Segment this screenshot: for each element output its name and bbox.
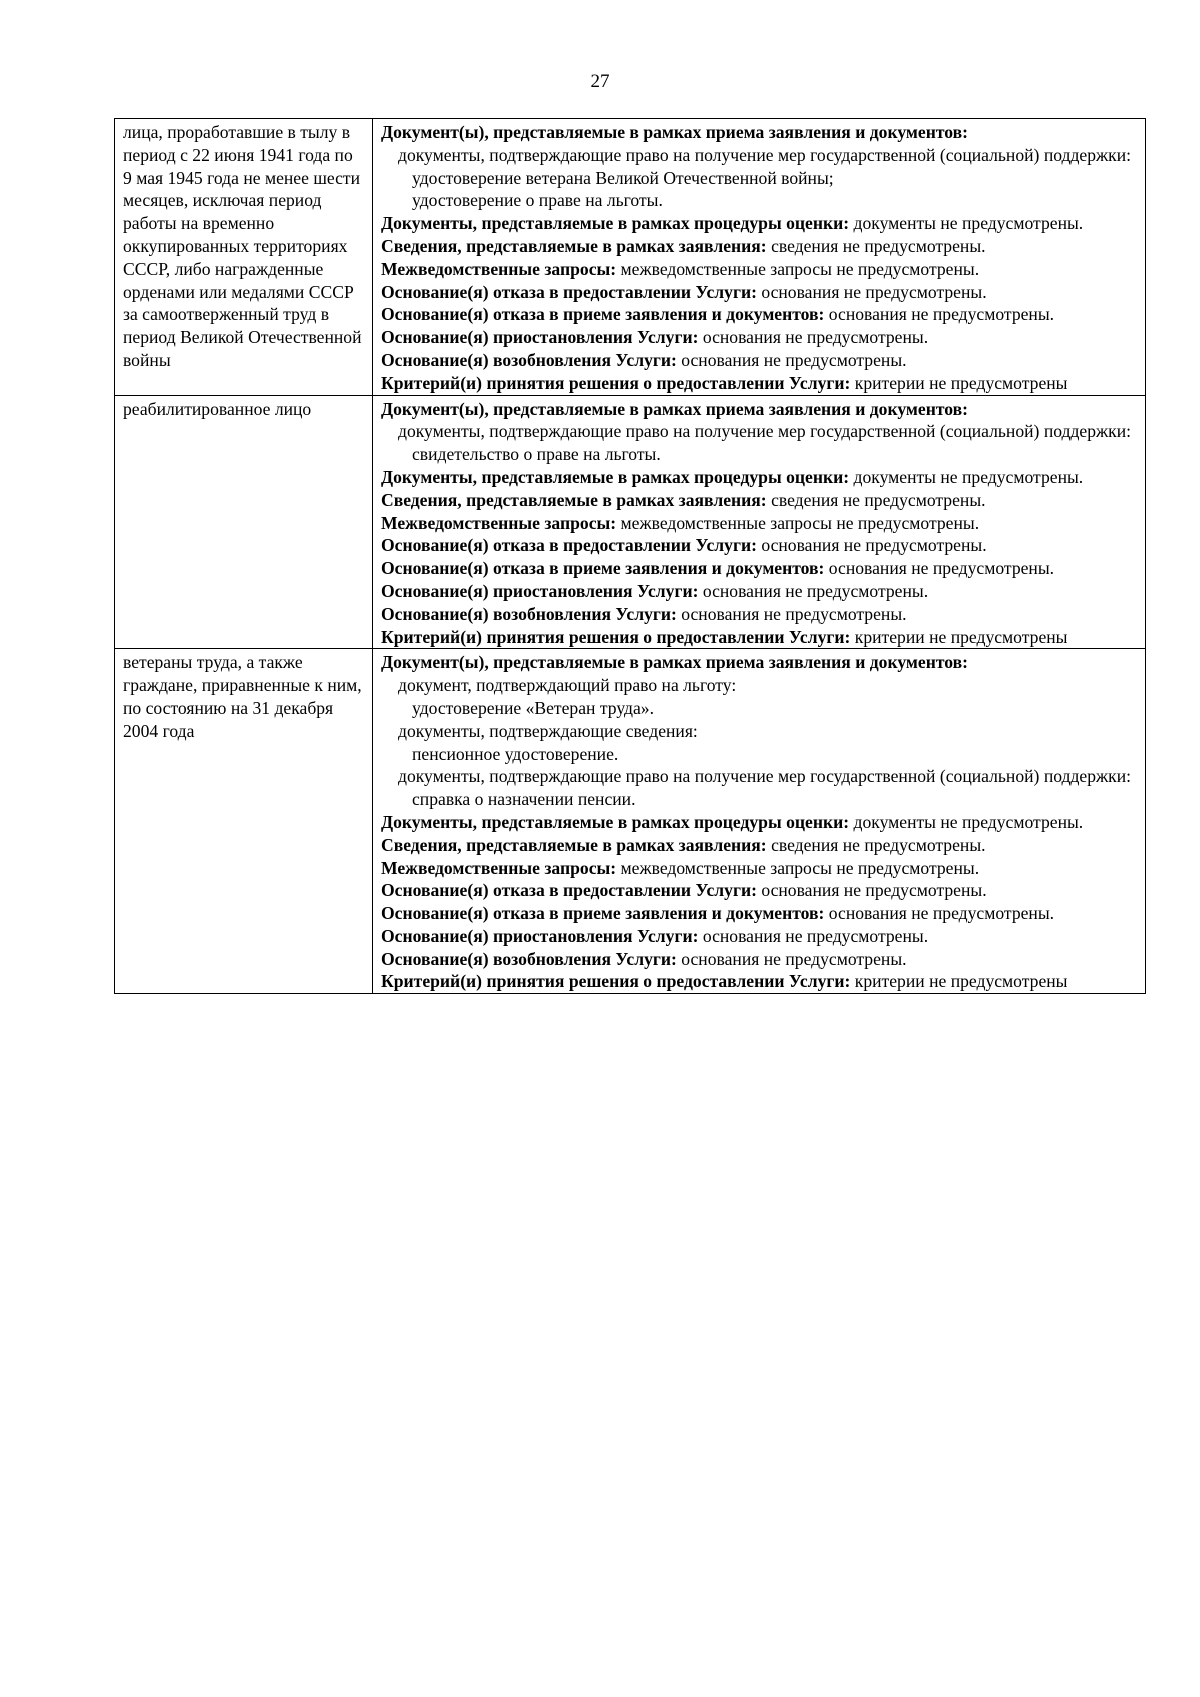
field-label: Межведомственные запросы: bbox=[381, 512, 617, 533]
category-text: реабилитированное лицо bbox=[123, 398, 312, 419]
doc-item: пенсионное удостоверение. bbox=[412, 743, 619, 764]
field-label: Основание(я) отказа в предоставлении Услуги: bbox=[381, 535, 757, 556]
field-label: Межведомственные запросы: bbox=[381, 857, 617, 878]
field-label: Основание(я) отказа в приеме заявления и документов: bbox=[381, 903, 825, 924]
category-cell bbox=[115, 649, 373, 994]
field-value: межведомственные запросы не предусмотрены. bbox=[620, 512, 980, 533]
page-number: 27 bbox=[590, 71, 610, 92]
category-cell bbox=[115, 395, 373, 649]
field-label: Критерий(и) принятия решения о предоставлении Услуги: bbox=[381, 372, 851, 393]
field-label: Критерий(и) принятия решения о предоставлении Услуги: bbox=[381, 626, 851, 647]
field-value: основания не предусмотрены. bbox=[681, 948, 907, 969]
resumption-line bbox=[381, 349, 1137, 372]
docs-assessment-line bbox=[381, 811, 1137, 834]
field-value: документы не предусмотрены. bbox=[853, 811, 1084, 832]
requirements-cell bbox=[373, 119, 1146, 396]
field-label: Основание(я) отказа в приеме заявления и документов: bbox=[381, 558, 825, 579]
field-value: основания не предусмотрены. bbox=[761, 535, 987, 556]
category-text: лица, проработавшие в тылу в период с 22 июня 1941 года по 9 мая 1945 года не менее шести месяцев, исключая период работы на временно оккупированных территориях СССР, либо награжденные орденами или медалями СССР за самоотверженный труд в период Великой Отечественной войны bbox=[123, 122, 362, 370]
field-value: основания не предусмотрены. bbox=[681, 349, 907, 370]
field-label: Основание(я) отказа в предоставлении Услуги: bbox=[381, 281, 757, 302]
refusal-acceptance-line bbox=[381, 902, 1137, 925]
field-label: Документы, представляемые в рамках процедуры оценки: bbox=[381, 213, 850, 234]
resumption-line bbox=[381, 948, 1137, 971]
field-value: межведомственные запросы не предусмотрены. bbox=[620, 258, 980, 279]
docs-submitted-heading: Документ(ы), представляемые в рамках приема заявления и документов: bbox=[381, 652, 968, 673]
doc-item: справка о назначении пенсии. bbox=[412, 789, 636, 810]
field-value: сведения не предусмотрены. bbox=[771, 235, 986, 256]
refusal-acceptance-line bbox=[381, 303, 1137, 326]
interagency-requests-line bbox=[381, 258, 1137, 281]
refusal-service-line bbox=[381, 879, 1137, 902]
field-value: основания не предусмотрены. bbox=[761, 880, 987, 901]
field-value: основания не предусмотрены. bbox=[681, 603, 907, 624]
field-value: основания не предусмотрены. bbox=[702, 580, 929, 601]
field-value: основания не предусмотрены. bbox=[828, 304, 1055, 325]
field-label: Основание(я) приостановления Услуги: bbox=[381, 580, 699, 601]
field-label: Документы, представляемые в рамках процедуры оценки: bbox=[381, 466, 850, 487]
decision-criteria-line bbox=[381, 970, 1137, 993]
refusal-service-line bbox=[381, 534, 1137, 557]
field-label: Основание(я) возобновления Услуги: bbox=[381, 948, 677, 969]
doc-item: удостоверение о праве на льготы. bbox=[412, 190, 663, 211]
interagency-requests-line bbox=[381, 857, 1137, 880]
doc-group-heading: документы, подтверждающие право на получение мер государственной (социальной) поддержки: bbox=[398, 766, 1132, 787]
field-value: основания не предусмотрены. bbox=[828, 558, 1055, 579]
doc-group-heading: документ, подтверждающий право на льготу: bbox=[398, 675, 737, 696]
field-value: критерии не предусмотрены bbox=[854, 372, 1068, 393]
docs-submitted-heading: Документ(ы), представляемые в рамках приема заявления и документов: bbox=[381, 122, 968, 142]
field-value: основания не предусмотрены. bbox=[828, 903, 1055, 924]
field-value: межведомственные запросы не предусмотрены. bbox=[620, 857, 980, 878]
field-value: критерии не предусмотрены bbox=[854, 971, 1068, 992]
field-label: Документы, представляемые в рамках процедуры оценки: bbox=[381, 811, 850, 832]
info-in-application-line bbox=[381, 489, 1137, 512]
field-label: Сведения, представляемые в рамках заявления: bbox=[381, 235, 767, 256]
field-label: Сведения, представляемые в рамках заявления: bbox=[381, 834, 767, 855]
doc-item: удостоверение «Ветеран труда». bbox=[412, 697, 654, 718]
field-label: Основание(я) отказа в приеме заявления и документов: bbox=[381, 304, 825, 325]
interagency-requests-line bbox=[381, 512, 1137, 535]
field-label: Основание(я) приостановления Услуги: bbox=[381, 327, 699, 348]
category-text: ветераны труда, а также граждане, приравненные к ним, по состоянию на 31 декабря 2004 года bbox=[123, 652, 362, 741]
table-row bbox=[115, 649, 1146, 994]
field-label: Основание(я) возобновления Услуги: bbox=[381, 603, 677, 624]
field-label: Основание(я) отказа в предоставлении Услуги: bbox=[381, 880, 757, 901]
field-value: основания не предусмотрены. bbox=[702, 925, 929, 946]
resumption-line bbox=[381, 603, 1137, 626]
info-in-application-line bbox=[381, 834, 1137, 857]
doc-group-heading: документы, подтверждающие право на получение мер государственной (социальной) поддержки: bbox=[398, 421, 1132, 442]
doc-item: удостоверение ветерана Великой Отечественной войны; bbox=[412, 167, 834, 188]
decision-criteria-line bbox=[381, 372, 1137, 395]
field-value: документы не предусмотрены. bbox=[853, 213, 1084, 234]
field-value: критерии не предусмотрены bbox=[854, 626, 1068, 647]
category-cell bbox=[115, 119, 373, 396]
refusal-acceptance-line bbox=[381, 557, 1137, 580]
service-conditions-table bbox=[114, 118, 1146, 994]
suspension-line bbox=[381, 925, 1137, 948]
requirements-cell bbox=[373, 649, 1146, 994]
doc-group-heading: документы, подтверждающие сведения: bbox=[398, 720, 698, 741]
field-value: сведения не предусмотрены. bbox=[771, 834, 986, 855]
field-label: Сведения, представляемые в рамках заявления: bbox=[381, 489, 767, 510]
field-value: основания не предусмотрены. bbox=[761, 281, 987, 302]
field-value: сведения не предусмотрены. bbox=[771, 489, 986, 510]
field-value: документы не предусмотрены. bbox=[853, 466, 1084, 487]
field-label: Основание(я) приостановления Услуги: bbox=[381, 925, 699, 946]
docs-submitted-heading: Документ(ы), представляемые в рамках приема заявления и документов: bbox=[381, 398, 968, 419]
suspension-line bbox=[381, 580, 1137, 603]
refusal-service-line bbox=[381, 281, 1137, 304]
doc-group-heading: документы, подтверждающие право на получение мер государственной (социальной) поддержки: bbox=[398, 144, 1132, 165]
docs-assessment-line bbox=[381, 212, 1137, 235]
doc-item: свидетельство о праве на льготы. bbox=[412, 444, 661, 465]
info-in-application-line bbox=[381, 235, 1137, 258]
decision-criteria-line bbox=[381, 626, 1137, 649]
field-value: основания не предусмотрены. bbox=[702, 327, 929, 348]
suspension-line bbox=[381, 326, 1137, 349]
field-label: Основание(я) возобновления Услуги: bbox=[381, 349, 677, 370]
field-label: Межведомственные запросы: bbox=[381, 258, 617, 279]
table-row bbox=[115, 119, 1146, 396]
docs-assessment-line bbox=[381, 466, 1137, 489]
requirements-cell bbox=[373, 395, 1146, 649]
field-label: Критерий(и) принятия решения о предоставлении Услуги: bbox=[381, 971, 851, 992]
table-row bbox=[115, 395, 1146, 649]
